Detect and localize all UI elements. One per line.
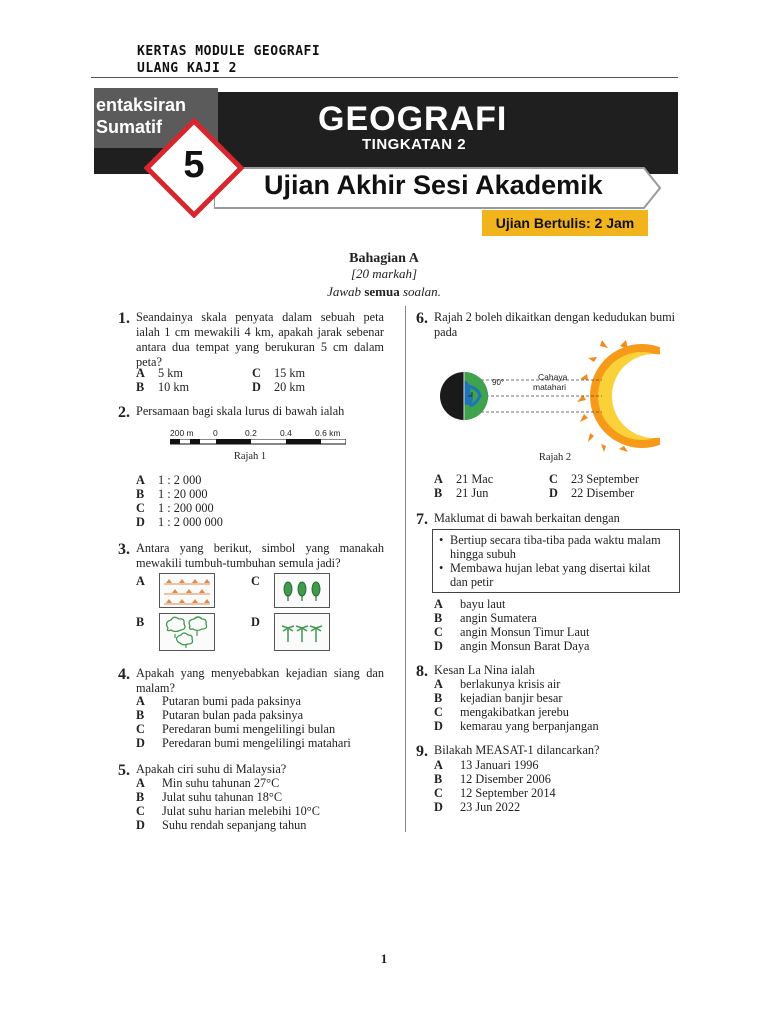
option-letter: B [136, 615, 145, 629]
symbol-option-c [274, 573, 330, 608]
sunlight-label: matahari [533, 382, 567, 392]
info-line: Membawa hujan lebat yang disertai kilat [450, 561, 651, 575]
question-line: Rajah 2 boleh dikaitkan dengan kedudukan bumi [434, 310, 676, 324]
section-title: Bahagian A [349, 251, 419, 266]
forest-symbol-icon [160, 614, 214, 650]
column-divider [405, 306, 406, 832]
linear-scale [170, 428, 360, 450]
info-line: Bertiup secara tiba-tiba pada waktu malam [450, 533, 661, 547]
grassland-symbol-icon [160, 574, 214, 607]
question-line: antara dua tempat yang berukuran 5 cm dalam [136, 340, 384, 354]
bullet: • [439, 533, 444, 547]
info-line: hingga subuh [450, 547, 516, 561]
tag-line-1: entaksiran [96, 95, 187, 115]
question-number: 9. [416, 743, 428, 760]
question-number: 7. [416, 511, 428, 528]
earth-sun-diagram [434, 340, 660, 452]
question-text: Maklumat di bawah berkaitan dengan [434, 511, 620, 525]
assessment-number-badge [144, 118, 244, 218]
palm-symbol-icon [275, 614, 329, 650]
question-line: Apakah yang menyebabkan kejadian siang dan [136, 666, 384, 680]
scale-bar [170, 439, 346, 445]
question-line: ialah 1 cm mewakili 4 km, apakah jarak sebenar [136, 325, 384, 339]
symbol-option-a [159, 573, 215, 608]
question-text [136, 310, 384, 370]
question-text [136, 666, 384, 696]
duration-badge: Ujian Bertulis: 2 Jam [482, 210, 648, 236]
question-line: peta? [136, 355, 162, 369]
question-line: malam? [136, 681, 175, 695]
question-text: Apakah ciri suhu di Malaysia? [136, 762, 287, 776]
question-number: 6. [416, 310, 428, 327]
scale-label: 0 [213, 428, 218, 438]
question-text [434, 310, 680, 340]
question-number: 1. [118, 310, 130, 327]
scale-label: 0.6 km [315, 428, 341, 438]
question-text: Kesan La Nina ialah [434, 663, 535, 677]
exam-title: Ujian Akhir Sesi Akademik [264, 170, 603, 200]
page-number: 1 [380, 951, 388, 966]
bullet: • [439, 561, 444, 575]
option-letter: D [251, 615, 260, 629]
option-letter: C [251, 574, 260, 588]
scale-label: 0.4 [280, 428, 292, 438]
level-label: TINGKATAN 2 [362, 136, 467, 153]
question-number: 4. [118, 666, 130, 683]
scale-label: 200 m [170, 428, 194, 438]
symbol-option-d [274, 613, 330, 651]
exam-banner [94, 88, 678, 248]
figure-caption: Rajah 2 [538, 452, 572, 463]
symbol-option-b [159, 613, 215, 651]
question-text: Bilakah MEASAT-1 dilancarkan? [434, 743, 600, 757]
question-line: Seandainya skala penyata dalam sebuah peta [136, 310, 384, 324]
question-line: Antara yang berikut, simbol yang manakah [136, 541, 384, 555]
info-line: dan petir [450, 575, 494, 589]
info-box [432, 529, 680, 593]
scale-label: 0.2 [245, 428, 257, 438]
sunlight-label: Cahaya [538, 372, 568, 382]
assessment-number: 5 [183, 144, 205, 186]
section-instruction: Jawab semua soalan. [327, 284, 441, 299]
figure-caption: Rajah 1 [233, 451, 267, 462]
question-number: 2. [118, 404, 130, 421]
subject-title: GEOGRAFI [318, 100, 508, 138]
module-subtitle: ULANG KAJI 2 [137, 61, 237, 76]
question-text: Persamaan bagi skala lurus di bawah ialah [136, 404, 345, 418]
header-divider [91, 77, 678, 78]
question-text [136, 541, 384, 571]
option-letter: A [136, 574, 145, 588]
angle-label: 90° [492, 378, 505, 387]
tree-symbol-icon [275, 574, 329, 607]
question-number: 8. [416, 663, 428, 680]
question-number: 3. [118, 541, 130, 558]
tag-line-2: Sumatif [96, 117, 163, 137]
section-marks: [20 markah] [350, 266, 418, 281]
question-number: 5. [118, 762, 130, 779]
question-line: pada [434, 325, 458, 339]
question-line: mewakili tumbuh-tumbuhan semula jadi? [136, 556, 341, 570]
module-title: KERTAS MODULE GEOGRAFI [137, 44, 321, 59]
